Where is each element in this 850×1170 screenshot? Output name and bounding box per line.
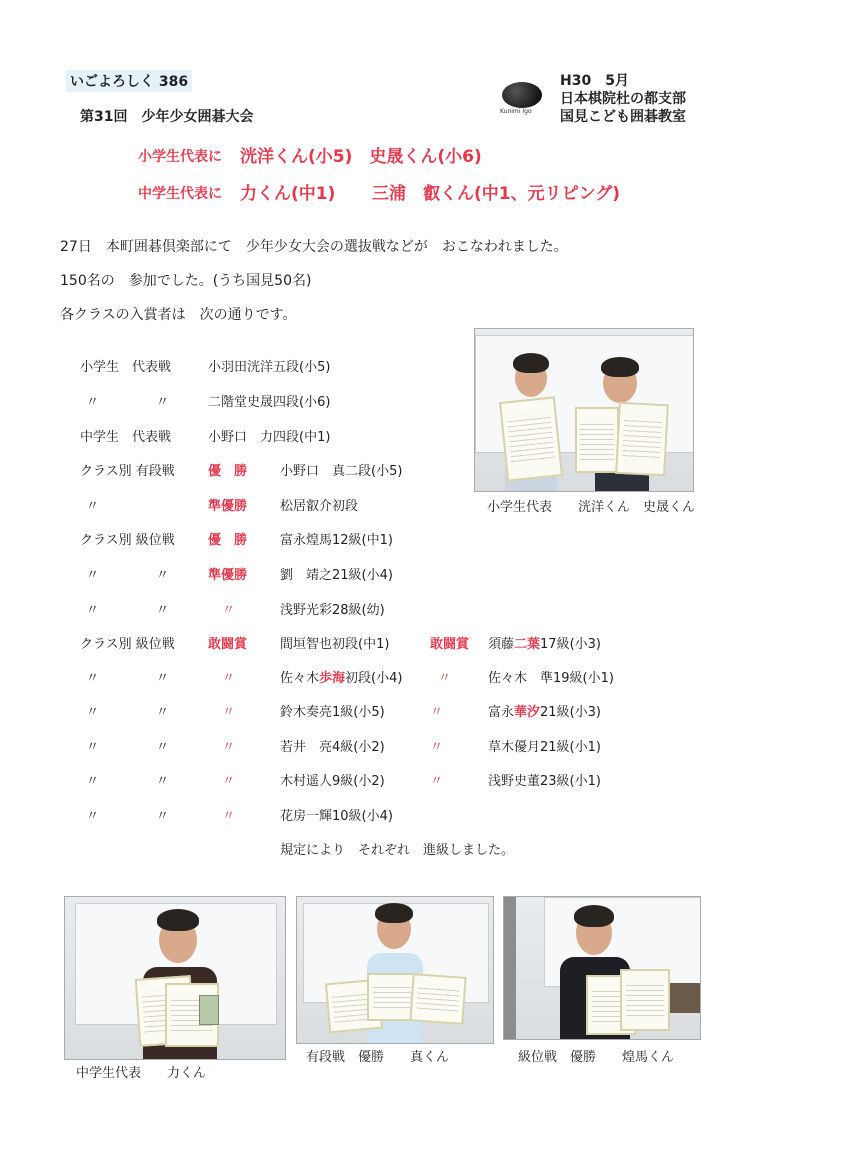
caption-photo-3: 有段戦 優勝 真くん: [306, 1050, 450, 1065]
result-row-10-award-2: 〃: [438, 671, 452, 686]
result-row-2-class: 〃: [86, 395, 100, 410]
org-line-2: 国見こども囲碁教室: [560, 109, 686, 125]
result-row-10-award: 〃: [222, 671, 236, 686]
result-row-8-award: 〃: [222, 603, 236, 618]
result-row-9-award-2: 敢闘賞: [430, 637, 470, 652]
result-row-14-award: 〃: [222, 809, 236, 824]
jr-rep-name-2: 三浦 叡くん(中1、元リピング): [372, 184, 621, 204]
photo-elementary-reps: [474, 328, 694, 492]
org-line-1: 日本棋院杜の都支部: [560, 91, 686, 107]
result-row-9-class: クラス別 級位戦: [80, 637, 175, 652]
result-row-13-award: 〃: [222, 774, 236, 789]
photo-dan-winner: [296, 896, 494, 1044]
intro-line-2: 150名の 参加でした。(うち国見50名): [60, 273, 312, 289]
result-row-12-name-2: 草木優月21級(小1): [488, 740, 601, 755]
promotion-note: 規定により それぞれ 進級しました。: [280, 843, 515, 858]
result-row-2-type: 〃: [156, 395, 170, 410]
jr-rep-name-1: 力くん(中1): [240, 184, 336, 204]
result-row-11-name-2: 富永華汐21級(小3): [488, 705, 601, 720]
result-row-10-name: 佐々木歩海初段(小4): [280, 671, 403, 686]
trophy-icon: [199, 995, 219, 1025]
result-row-1-name: 小羽田洸洋五段(小5): [208, 360, 331, 375]
intro-line-3: 各クラスの入賞者は 次の通りです。: [60, 307, 297, 323]
result-row-11-type: 〃: [156, 705, 170, 720]
result-row-10-name-2: 佐々木 準19級(小1): [488, 671, 614, 686]
result-row-12-class: 〃: [86, 740, 100, 755]
result-row-9-name-2: 須藤二葉17級(小3): [488, 637, 601, 652]
photo-junior-rep: [64, 896, 286, 1060]
result-row-8-type: 〃: [156, 603, 170, 618]
result-row-12-award: 〃: [222, 740, 236, 755]
result-row-13-type: 〃: [156, 774, 170, 789]
result-row-5-name: 松居叡介初段: [280, 499, 359, 514]
result-row-5-award: 準優勝: [208, 499, 248, 514]
jr-rep-label: 中学生代表に: [138, 186, 222, 202]
result-row-7-name: 劉 靖之21級(小4): [280, 568, 393, 583]
result-row-13-award-2: 〃: [430, 774, 444, 789]
result-row-6-name: 富永煌馬12級(中1): [280, 533, 393, 548]
caption-photo-1: 小学生代表 洸洋くん 史晟くん: [487, 500, 696, 515]
result-row-2-name: 二階堂史晟四段(小6): [208, 395, 331, 410]
result-row-9-award: 敢闘賞: [208, 637, 248, 652]
result-row-11-award: 〃: [222, 705, 236, 720]
result-row-13-name-2: 浅野史董23級(小1): [488, 774, 601, 789]
result-row-12-type: 〃: [156, 740, 170, 755]
result-row-6-award: 優 勝: [208, 533, 248, 548]
elem-rep-names: 洸洋くん(小5) 史晟くん(小6): [240, 147, 482, 167]
result-row-7-type: 〃: [156, 568, 170, 583]
result-row-12-award-2: 〃: [430, 740, 444, 755]
result-row-4-name: 小野口 真二段(小5): [280, 464, 403, 479]
result-row-11-name: 鈴木奏亮1級(小5): [280, 705, 385, 720]
result-row-14-name: 花房一輝10級(小4): [280, 809, 393, 824]
result-row-13-name: 木村遥人9級(小2): [280, 774, 385, 789]
result-row-13-class: 〃: [86, 774, 100, 789]
event-title: 第31回 少年少女囲碁大会: [80, 109, 254, 125]
result-row-1-class: 小学生 代表戦: [80, 360, 172, 375]
caption-photo-2: 中学生代表 力くん: [76, 1066, 207, 1081]
photo-kyu-winner: [503, 896, 701, 1040]
result-row-10-type: 〃: [156, 671, 170, 686]
result-row-7-class: 〃: [86, 568, 100, 583]
result-row-4-class: クラス別 有段戦: [80, 464, 175, 479]
logo-text: Kunimi Igo: [500, 108, 532, 115]
result-row-5-class: 〃: [86, 499, 100, 514]
issue-date: H30 5月: [560, 73, 629, 89]
elem-rep-label: 小学生代表に: [138, 149, 222, 165]
result-row-14-class: 〃: [86, 809, 100, 824]
result-row-14-type: 〃: [156, 809, 170, 824]
go-stone-icon: [502, 82, 542, 108]
result-row-6-class: クラス別 級位戦: [80, 533, 175, 548]
result-row-9-name: 間垣智也初段(中1): [280, 637, 390, 652]
result-row-12-name: 若井 亮4級(小2): [280, 740, 385, 755]
result-row-11-award-2: 〃: [430, 705, 444, 720]
result-row-7-award: 準優勝: [208, 568, 248, 583]
result-row-3-class: 中学生 代表戦: [80, 430, 172, 445]
series-label: いごよろしく 386: [66, 70, 192, 92]
logo: [500, 80, 546, 118]
result-row-10-class: 〃: [86, 671, 100, 686]
intro-line-1: 27日 本町囲碁倶楽部にて 少年少女大会の選抜戦などが おこなわれました。: [60, 239, 568, 255]
result-row-4-award: 優 勝: [208, 464, 248, 479]
result-row-11-class: 〃: [86, 705, 100, 720]
result-row-8-name: 浅野光彩28級(幼): [280, 603, 385, 618]
caption-photo-4: 級位戦 優勝 煌馬くん: [518, 1050, 675, 1065]
result-row-3-name: 小野口 力四段(中1): [208, 430, 331, 445]
result-row-8-class: 〃: [86, 603, 100, 618]
